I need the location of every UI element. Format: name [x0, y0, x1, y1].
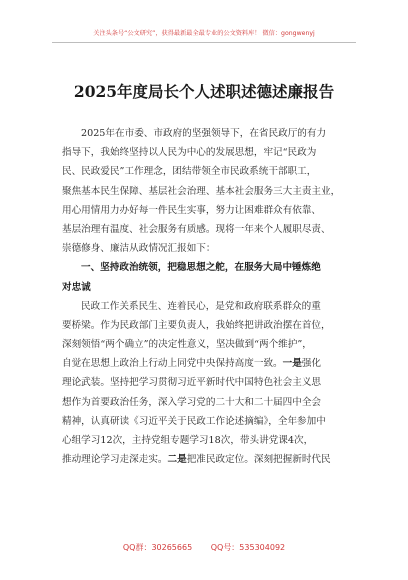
paragraph-line: 用心用情用力办好每一件民生实事，努力让困难群众有依靠、 [62, 204, 322, 216]
paragraph-line: 崇德修身、廉洁从政情况汇报如下： [62, 243, 216, 255]
paragraph-line: 2025年在市委、市政府的坚强领导下，在省民政厅的有力 [81, 128, 327, 139]
text-run: 推动理论学习走深走实。 [62, 454, 168, 466]
section-heading-line: 对忠诚 [62, 281, 91, 293]
document-body [62, 124, 347, 469]
header-divider [52, 42, 356, 43]
paragraph-line: 要桥梁。作为民政部门主要负责人，我始终把讲政治摆在首位， [62, 319, 331, 331]
paragraph-line: 聚焦基本民生保障、基层社会治理、基本社会服务三大主责主业， [62, 185, 341, 197]
keyword-marker: 一是 [282, 358, 302, 370]
text-run: 把准民政定位。深刻把握新时代民 [186, 454, 331, 466]
footer-contact [0, 542, 408, 553]
paragraph-line: 想作为首要政治任务，深入学习党的二十大和二十届四中全会 [62, 396, 322, 408]
header-promo-note: 关注头条号“公文研究”，获得最新最全最专业的公文资料库！ 微信：gongwenyj [93, 30, 315, 37]
document-title: 2025年度局长个人述职述德述廉报告 [73, 82, 335, 101]
paragraph-line: 深刻领悟“两个确立”的决定性意义，坚决做到“两个维护”， [62, 339, 312, 351]
paragraph-line: 民政工作关系民生、连着民心，是党和政府联系群众的重 [81, 300, 321, 312]
paragraph-line: 民、民政爱民”工作理念，团结带领全市民政系统干部职工， [62, 166, 317, 178]
paragraph-line: 精神，认真研读《习近平关于民政工作论述摘编》，全年参加中 [62, 415, 326, 427]
footer-qq-number: QQ号：535304092 [210, 543, 286, 552]
footer-qq-group: QQ群：30265665 [122, 543, 193, 552]
text-run: 强化 [301, 358, 322, 370]
keyword-marker: 二是 [167, 454, 187, 466]
paragraph-line: 基层治理有温度、社会服务有质感。现将一年来个人履职尽责、 [62, 223, 331, 235]
paragraph-line [62, 450, 347, 469]
text-run: 自觉在思想上政治上行动上同党中央保持高度一致。 [62, 358, 283, 370]
paragraph-line: 指导下，我始终坚持以人民为中心的发展思想，牢记“民政为 [62, 147, 317, 159]
paragraph-line: 理论武装。坚持把学习贯彻习近平新时代中国特色社会主义思 [62, 377, 322, 389]
section-heading-line: 一、坚持政治统领，把稳思想之舵，在服务大局中锤炼绝 [81, 262, 321, 274]
paragraph-line [62, 354, 347, 373]
paragraph-line: 心组学习12次，主持党组专题学习18次，带头讲党课4次， [62, 435, 314, 446]
